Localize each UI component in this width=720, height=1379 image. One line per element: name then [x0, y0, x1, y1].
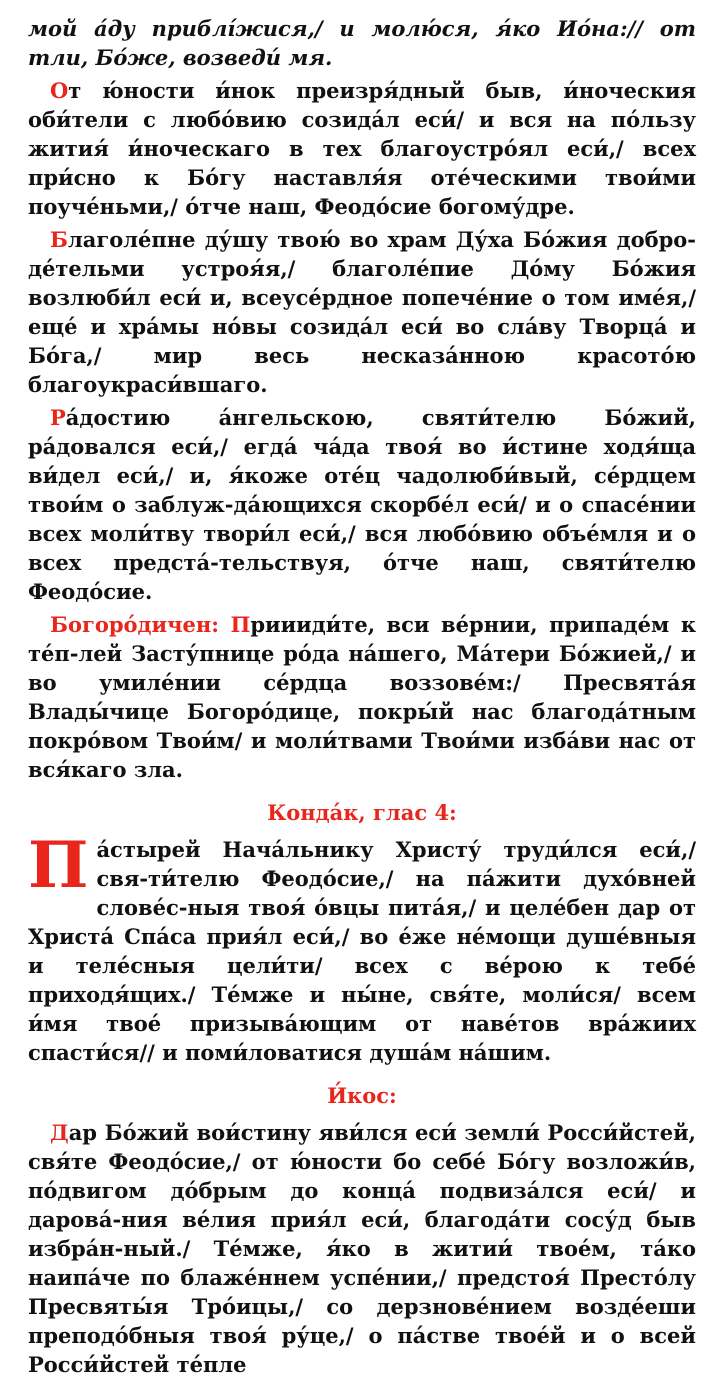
paragraph-theotokion [28, 610, 696, 784]
intro-line: мой а́ду приблі́жися,/ и молю́ся, я́ко Ио́на:// от тли, Бо́же, возведи́ мя. [28, 16, 696, 70]
red-initial: Б [50, 227, 68, 252]
paragraph-text: а́достию а́нгельскою, святи́телю Бо́жий, ра́довался еси́,/ егда́ ча́да твоя́ во и́стине ходя́ща ви́дел еси́,/ и, я́коже оте́ц чадолюби́вый, се́рдцем твои́м о заблуж-да́ющихся скорбе́л еси́/ и о спасе́нии всех моли́тву твори́л еси́,/ вся любо́вию объе́мля и о всех предста́-тельствуя, о́тче наш, святи́телю Феодо́сие. [28, 405, 696, 604]
ikos-heading: И́кос: [327, 1083, 397, 1108]
paragraph-kontakion [28, 828, 696, 1067]
kontakion-heading: Конда́к, глас 4: [267, 800, 457, 825]
paragraph-troparion-3 [28, 403, 696, 606]
paragraph-troparion-2 [28, 225, 696, 399]
red-initial: О [50, 78, 69, 103]
drop-cap-initial: П [28, 828, 89, 903]
paragraph-text: лаголе́пне ду́шу твою́ во храм Ду́ха Бо́жия добро-де́тельми устроя́я,/ благоле́пие До́му Бо́жия возлюби́л еси́ и, всеусе́рдное попече́ние о том име́я,/ еще́ и хра́мы но́вы созида́л еси́ во сла́ву Творца́ и Бо́га,/ мир весь несказа́нною красото́ю благоукраси́вшаго. [28, 227, 696, 397]
paragraph-ikos [28, 1118, 696, 1379]
paragraph-text: т ю́ности и́нок преизря́дный быв, и́ноческия оби́тели с любо́вию созида́л еси́/ и вся на по́льзу жития́ и́ноческаго в тех благоустро́ял еси́,/ всех при́сно к Бо́гу наставля́я оте́ческими твои́ми поуче́ньми,/ о́тче наш, Феодо́сие богому́дре. [28, 78, 696, 219]
theotokion-label: Богоро́дичен: [50, 612, 231, 637]
red-initial: Д [50, 1120, 69, 1145]
paragraph-troparion-1 [28, 76, 696, 221]
paragraph-text: ар Бо́жий вои́стину яви́лся еси́ земли́ Росси́йстей, свя́те Феодо́сие,/ от ю́ности бо себе́ Бо́гу возложи́в, по́двигом до́брым до конца́ подвиза́лся еси́/ и дарова́-ния ве́лия прия́л еси́, благода́ти сосу́д быв избра́н-ный./ Те́мже, я́ко в житии́ твое́м, та́ко наипа́че по блаже́ннем успе́нии,/ предстоя́ Престо́лу Пресвяты́я Тро́ицы,/ со дерзнове́нием возде́еши преподо́бныя твоя́ ру́це,/ о па́стве твое́й и о всей Росси́йстей те́пле [28, 1120, 696, 1377]
red-initial: П [230, 612, 251, 637]
paragraph-text: а́стырей Нача́льнику Христу́ труди́лся еси́,/ свя-ти́телю Феодо́сие,/ на па́жити духо́вней слове́с-ныя твоя́ о́вцы пита́я,/ и целе́бен дар от Христа́ Спа́са прия́л еси́,/ во е́же не́мощи душе́вныя и теле́сныя цели́ти/ всех с ве́рою к тебе́ приходя́щих./ Те́мже и ны́не, свя́те, моли́ся/ всем и́мя твое́ призыва́ющим от наве́тов вра́жиих спасти́ся// и поми́ловатися душа́м на́шим. [28, 837, 696, 1065]
paragraph-text: риииди́те, вси ве́рнии, припаде́м к те́п-лей Засту́пнице ро́да на́шего, Ма́тери Бо́жией,/ и во умиле́нии се́рдца воззове́м:/ Пресвята́я Влады́чице Богоро́дице, покры́й нас благода́тным покро́вом Твои́м/ и моли́твами Твои́ми изба́ви нас от вся́каго зла. [28, 612, 696, 782]
red-initial: Р [50, 405, 66, 430]
